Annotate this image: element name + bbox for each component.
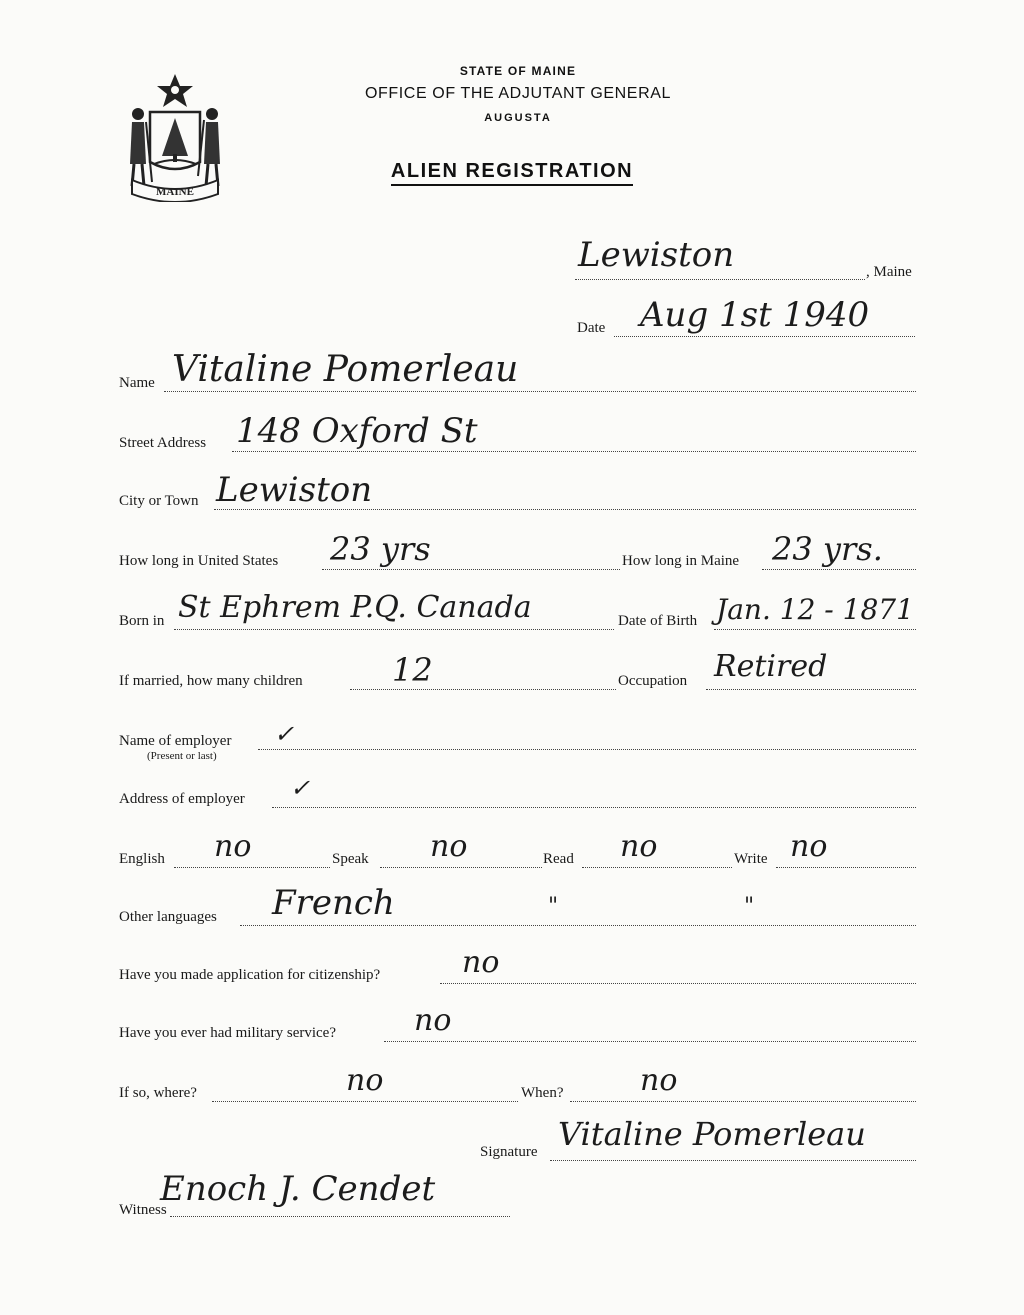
children-line: [350, 689, 616, 690]
name-value: Vitaline Pomerleau: [172, 349, 519, 390]
how-long-us-label: How long in United States: [119, 553, 279, 569]
employer-address-value: ✓: [290, 774, 311, 802]
street-address-value: 148 Oxford St: [236, 411, 478, 451]
when-line: [570, 1101, 916, 1102]
occupation-label: Occupation: [618, 673, 688, 689]
occupation-line: [706, 689, 916, 690]
date-value: Aug 1st 1940: [640, 295, 870, 335]
date-label: Date: [577, 320, 606, 336]
born-in-line: [174, 629, 614, 630]
citizenship-value: no: [462, 945, 500, 980]
speak-label: Speak: [332, 851, 369, 867]
header-city: AUGUSTA: [484, 112, 552, 124]
born-in-value: St Ephrem P.Q. Canada: [178, 590, 532, 625]
city-line: [214, 509, 916, 510]
witness-value: Enoch J. Cendet: [160, 1169, 436, 1209]
street-address-line: [232, 451, 916, 452]
speak-line: [380, 867, 542, 868]
header-office: OFFICE OF THE ADJUTANT GENERAL: [364, 85, 672, 102]
children-label: If married, how many children: [119, 673, 303, 689]
born-in-label: Born in: [119, 613, 165, 629]
how-long-us-line: [322, 569, 620, 570]
citizenship-line: [440, 983, 916, 984]
english-line: [174, 867, 330, 868]
how-long-maine-label: How long in Maine: [622, 553, 740, 569]
other-languages-value: French: [272, 883, 395, 923]
header-state: STATE OF MAINE: [459, 64, 577, 78]
date-of-birth-line: [714, 629, 916, 630]
date-of-birth-value: Jan. 12 - 1871: [716, 593, 914, 626]
speak-value: no: [430, 829, 468, 864]
other-languages-line: [240, 925, 916, 926]
date-of-birth-label: Date of Birth: [618, 613, 698, 629]
how-long-maine-value: 23 yrs.: [772, 530, 883, 568]
employer-name-line: [258, 749, 916, 750]
military-label: Have you ever had military service?: [119, 1025, 336, 1041]
how-long-us-value: 23 yrs: [330, 530, 431, 568]
children-value: 12: [392, 651, 433, 689]
other-languages-ditto-write: ": [744, 894, 755, 919]
employer-address-label: Address of employer: [119, 791, 245, 807]
read-value: no: [620, 829, 658, 864]
where-value: no: [346, 1063, 384, 1098]
city-label: City or Town: [119, 493, 199, 509]
english-label: English: [119, 851, 165, 867]
military-line: [384, 1041, 916, 1042]
street-address-label: Street Address: [119, 435, 207, 451]
military-value: no: [414, 1003, 452, 1038]
employer-name-label: Name of employer: [119, 733, 232, 749]
seal-banner-text: MAINE: [156, 186, 194, 198]
name-line: [164, 391, 916, 392]
read-label: Read: [543, 851, 574, 867]
employer-name-value: ✓: [274, 720, 295, 748]
town-header-value: Lewiston: [578, 235, 735, 275]
name-label: Name: [119, 375, 155, 391]
where-line: [212, 1101, 518, 1102]
write-label: Write: [734, 851, 768, 867]
when-label: When?: [521, 1085, 564, 1101]
employer-name-note: (Present or last): [147, 750, 217, 762]
signature-line: [550, 1160, 916, 1161]
town-header-line: [575, 279, 865, 280]
employer-address-line: [272, 807, 916, 808]
write-line: [776, 867, 916, 868]
signature-value: Vitaline Pomerleau: [558, 1115, 866, 1153]
form-title: ALIEN REGISTRATION: [0, 160, 1024, 183]
how-long-maine-line: [762, 569, 916, 570]
citizenship-label: Have you made application for citizenship?: [119, 967, 381, 983]
where-label: If so, where?: [119, 1085, 197, 1101]
other-languages-ditto-read: ": [548, 894, 559, 919]
witness-label: Witness: [119, 1202, 167, 1218]
maine-suffix-label: , Maine: [866, 264, 912, 280]
english-value: no: [214, 829, 252, 864]
write-value: no: [790, 829, 828, 864]
read-line: [582, 867, 732, 868]
city-value: Lewiston: [216, 470, 373, 510]
other-languages-label: Other languages: [119, 909, 217, 925]
when-value: no: [640, 1063, 678, 1098]
witness-line: [170, 1216, 510, 1217]
date-line: [614, 336, 915, 337]
occupation-value: Retired: [714, 649, 828, 684]
signature-label: Signature: [480, 1144, 538, 1160]
